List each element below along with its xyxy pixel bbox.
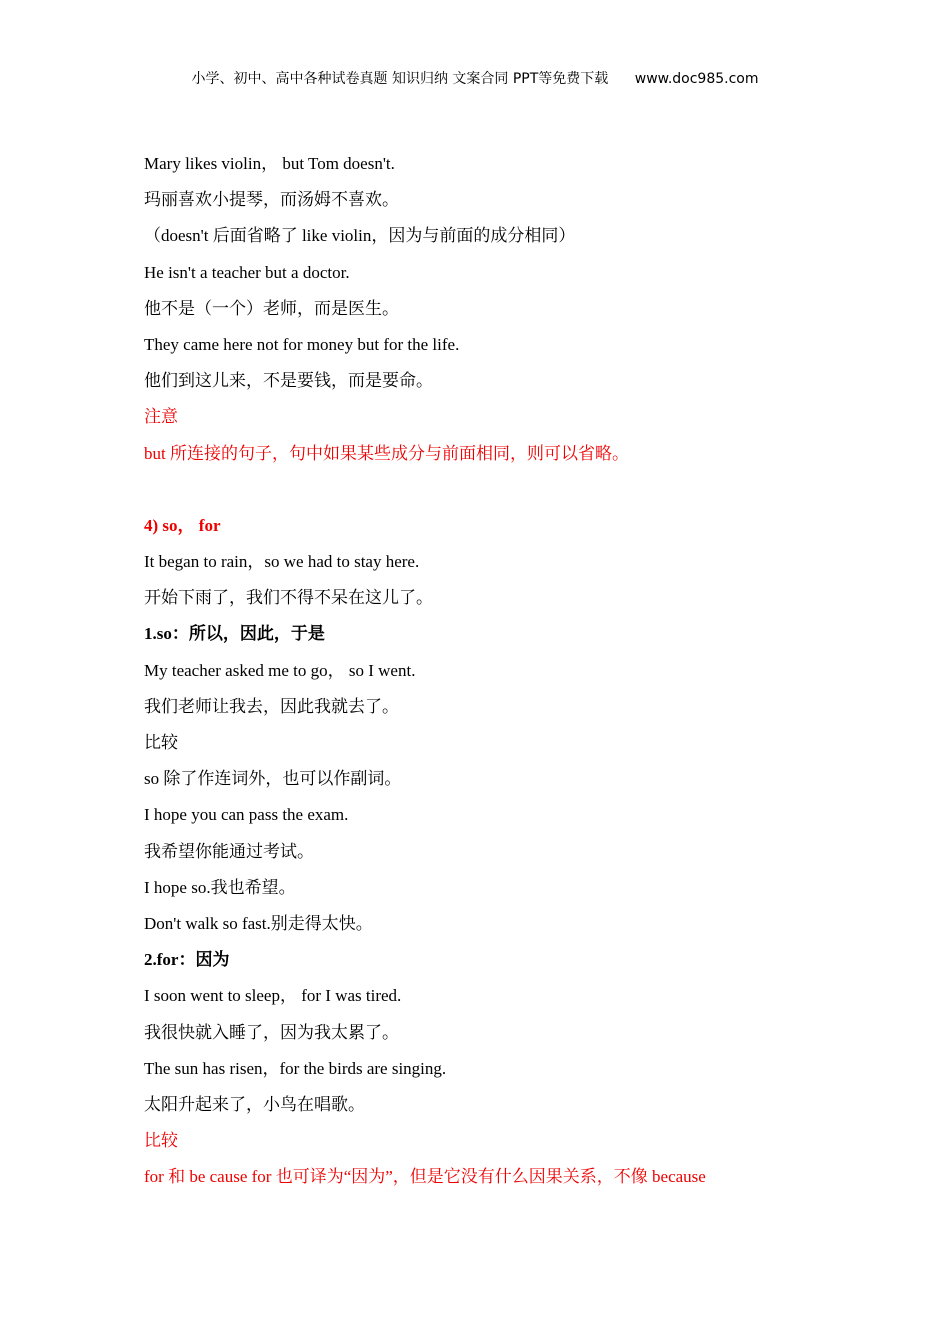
note-line: for 和 be cause for 也可译为“因为”，但是它没有什么因果关系，不像 because: [144, 1167, 706, 1187]
section-heading: 4) so， for: [144, 515, 221, 535]
text-line: 我希望你能通过考试。: [144, 841, 314, 861]
section-heading: 2.for：因为: [144, 950, 230, 970]
page-header: [0, 68, 950, 88]
text-line: Mary likes violin， but Tom doesn't.: [144, 154, 395, 173]
text-line: 我很快就入睡了，因为我太累了。: [144, 1022, 399, 1042]
text-line: The sun has risen，for the birds are singing.: [144, 1058, 447, 1078]
note-line: 比较: [144, 1131, 178, 1151]
text-line: 我们老师让我去，因此我就去了。: [144, 696, 399, 716]
text-line: They came here not for money but for the life.: [144, 334, 460, 354]
note-line: but 所连接的句子，句中如果某些成分与前面相同，则可以省略。: [144, 443, 629, 463]
text-line: 他们到这儿来，不是要钱，而是要命。: [144, 371, 433, 391]
text-line: 玛丽喜欢小提琴，而汤姆不喜欢。: [144, 190, 399, 210]
section-heading: 1.so：所以，因此，于是: [144, 624, 325, 644]
text-line: so 除了作连词外，也可以作副词。: [144, 769, 402, 789]
note-line: 注意: [144, 407, 178, 427]
document-body: [144, 148, 824, 1197]
text-line: I hope you can pass the exam.: [144, 805, 349, 825]
text-line: My teacher asked me to go， so I went.: [144, 660, 416, 680]
text-line: He isn't a teacher but a doctor.: [144, 262, 350, 282]
blank-line: [144, 474, 824, 510]
text-line: 比较: [144, 733, 178, 752]
text-line: It began to rain，so we had to stay here.: [144, 552, 420, 572]
text-line: 开始下雨了，我们不得不呆在这儿了。: [144, 588, 433, 608]
header-text: 小学、初中、高中各种试卷真题 知识归纳 文案合同 PPT等免费下载: [191, 71, 609, 87]
text-line: （doesn't 后面省略了 like violin，因为与前面的成分相同）: [144, 226, 576, 246]
text-line: 太阳升起来了，小鸟在唱歌。: [144, 1094, 365, 1114]
text-line: I hope so.我也希望。: [144, 877, 296, 897]
text-line: Don't walk so fast.别走得太快。: [144, 913, 373, 933]
text-line: 他不是（一个）老师，而是医生。: [144, 298, 399, 318]
header-site-link[interactable]: www.doc985.com: [634, 71, 759, 87]
text-line: I soon went to sleep， for I was tired.: [144, 986, 402, 1006]
